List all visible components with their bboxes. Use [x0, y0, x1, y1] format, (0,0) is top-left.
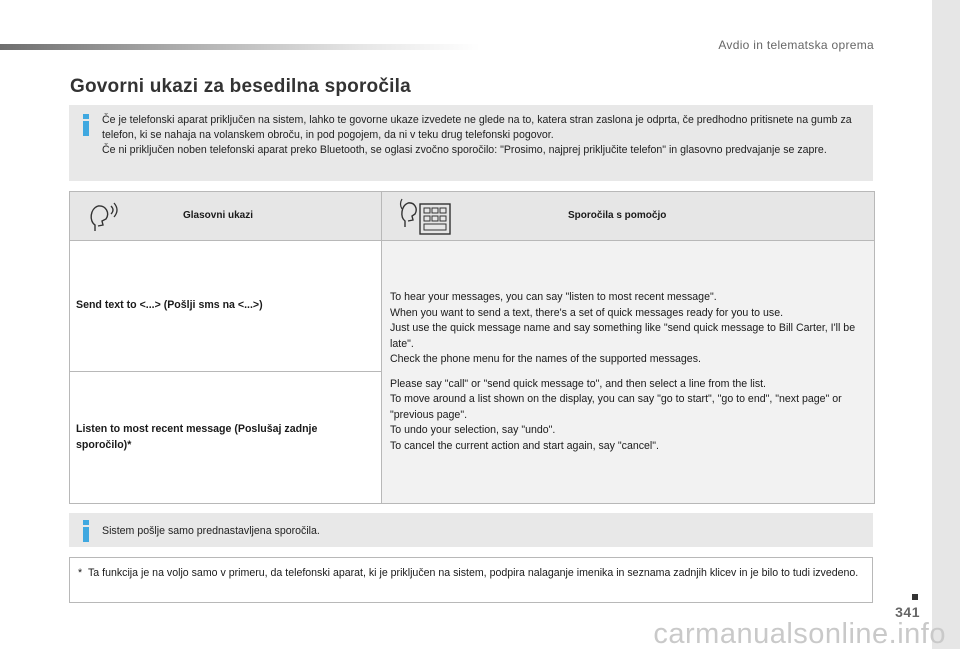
voice-commands-table [69, 191, 875, 504]
watermark: carmanualsonline.info [653, 618, 946, 650]
voice-speak-icon [86, 201, 120, 233]
voice-display-icon [398, 195, 454, 237]
footnote-text: Ta funkcija je na voljo samo v primeru, da telefonski aparat, ki je priključen na sistem, podpira nalaganje imenika in seznama zadnjih klicev in je bilo to tudi izvedeno. [88, 567, 859, 579]
header-assisted-messages [382, 192, 875, 241]
header-label: Glasovni ukazi [183, 210, 254, 222]
table-header-row [70, 192, 875, 241]
page-marker-dot [912, 594, 918, 600]
info-paragraph: Če ni priključen noben telefonski aparat preko Bluetooth, se oglasi zvočno sporočilo: "Prosimo, najprej priključite telefon" in glasovno predvajanje se zapre. [102, 144, 827, 156]
page-number: 341 [895, 604, 920, 620]
info-icon [83, 520, 89, 542]
response-paragraph: Please say "call" or "send quick message to", and then select a line from the list. To move around a list shown on the display, you can say "go to start", "go to end", "next page" or "previous page". To undo your selection, say "undo". To cancel the current action and start again, say "cancel". [390, 377, 842, 452]
info-box-top [69, 105, 873, 181]
header-voice-commands [70, 192, 382, 241]
header-gradient-bar [0, 44, 480, 50]
header-label: Sporočila s pomočjo [568, 210, 667, 222]
table-row [70, 241, 875, 372]
section-header: Avdio in telematska oprema [718, 38, 874, 52]
command-send-text: Send text to <...> (Pošlji sms na <...>) [70, 241, 382, 372]
info-text-bottom: Sistem pošlje samo prednastavljena sporočila. [102, 525, 320, 537]
info-paragraph: Če je telefonski aparat priključen na sistem, lahko te govorne ukaze izvedete ne glede na to, katera stran zaslona je odprta, če predhodno pritisnete na gumb za telefon, ki se nahaja na volanskem obroču, in pod pogojem, da ni v teku drug telefonski pogovor. [102, 114, 852, 141]
response-cell [382, 241, 875, 504]
side-margin-strip [932, 0, 960, 649]
footnote [69, 557, 873, 603]
info-icon [83, 114, 89, 136]
info-box-bottom [69, 513, 873, 547]
command-listen-message: Listen to most recent message (Poslušaj zadnje sporočilo)* [70, 372, 382, 504]
info-text-top [102, 113, 859, 158]
page-title: Govorni ukazi za besedilna sporočila [70, 76, 411, 97]
footnote-marker: * [78, 567, 83, 579]
response-paragraph: To hear your messages, you can say "listen to most recent message". When you want to send a text, there's a set of quick messages ready for you to use. Just use the quick message name and say something like "send quick message to Bill Carter, I'll be late". Check the phone menu for the names of the supported messages. [390, 291, 856, 365]
